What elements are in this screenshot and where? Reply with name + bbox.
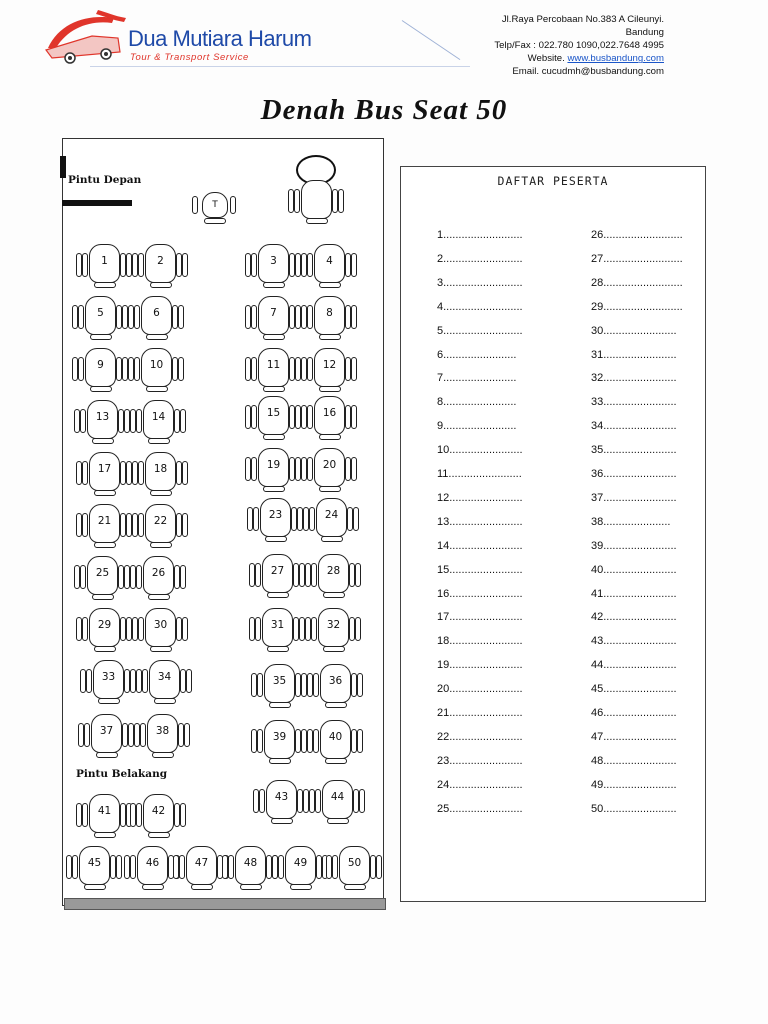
participant-entry: 13........................ bbox=[437, 515, 523, 528]
participant-entry: 35........................ bbox=[591, 444, 677, 457]
email-line: Email. cucudmh@busbandung.com bbox=[512, 66, 664, 78]
seat-47 bbox=[173, 846, 229, 890]
seat-number: 35 bbox=[272, 675, 287, 687]
seat-number: 19 bbox=[266, 459, 281, 471]
seat-29 bbox=[76, 608, 132, 652]
participant-entry: 48........................ bbox=[591, 754, 677, 767]
seat-number: 4 bbox=[326, 255, 333, 267]
seat-number: 41 bbox=[97, 805, 112, 817]
seat-number: 28 bbox=[326, 565, 341, 577]
seat-19 bbox=[245, 448, 301, 492]
seat-number: 1 bbox=[101, 255, 108, 267]
seat-20 bbox=[301, 448, 357, 492]
participant-entry: 46........................ bbox=[591, 707, 677, 719]
seat-6 bbox=[128, 296, 184, 340]
seat-number: 49 bbox=[293, 857, 308, 869]
participant-entry: 16........................ bbox=[437, 587, 523, 600]
participant-entry: 26.......................... bbox=[591, 229, 683, 241]
seat-27 bbox=[249, 554, 305, 598]
participant-entry: 27.......................... bbox=[591, 252, 683, 265]
seat-11 bbox=[245, 348, 301, 392]
participant-entry: 17........................ bbox=[437, 611, 523, 624]
address-line-2: Bandung bbox=[625, 27, 664, 39]
seat-39 bbox=[251, 720, 307, 764]
participant-entry: 42........................ bbox=[591, 611, 677, 624]
seat-number: 30 bbox=[153, 619, 168, 631]
seat-45 bbox=[66, 846, 122, 890]
seat-15 bbox=[245, 396, 301, 440]
seat-number: 7 bbox=[270, 307, 277, 319]
seat-number: 36 bbox=[328, 675, 343, 687]
seat-number: 15 bbox=[266, 407, 281, 419]
seat-18 bbox=[132, 452, 188, 496]
seat-49 bbox=[272, 846, 328, 890]
participant-entry: 30........................ bbox=[591, 324, 677, 337]
seat-43 bbox=[253, 780, 309, 824]
rear-door-label: Pintu Belakang bbox=[76, 768, 168, 780]
seat-number: 20 bbox=[322, 459, 337, 471]
seat-number: 40 bbox=[328, 731, 343, 743]
seat-number: 10 bbox=[149, 359, 164, 371]
seat-24 bbox=[303, 498, 359, 542]
seat-14 bbox=[130, 400, 186, 444]
seat-10 bbox=[128, 348, 184, 392]
seat-number: 3 bbox=[270, 255, 277, 267]
participant-entry: 44........................ bbox=[591, 659, 677, 672]
seat-9 bbox=[72, 348, 128, 392]
seat-number: 38 bbox=[155, 725, 170, 737]
seat-number: 34 bbox=[157, 671, 172, 683]
participant-entry: 10........................ bbox=[437, 444, 523, 457]
seat-31 bbox=[249, 608, 305, 652]
seat-5 bbox=[72, 296, 128, 340]
seat-number: 11 bbox=[266, 359, 281, 371]
participant-entry: 8........................ bbox=[437, 396, 517, 409]
website-link[interactable]: www.busbandung.com bbox=[567, 53, 664, 65]
seat-number: 29 bbox=[97, 619, 112, 631]
seat-number: 2 bbox=[157, 255, 164, 267]
seat-8 bbox=[301, 296, 357, 340]
seat-50 bbox=[326, 846, 382, 890]
participant-entry: 24........................ bbox=[437, 778, 523, 791]
participant-entry: 11........................ bbox=[437, 468, 522, 480]
seat-number: 12 bbox=[322, 359, 337, 371]
seat-number: 32 bbox=[326, 619, 341, 631]
participant-entry: 40........................ bbox=[591, 563, 677, 576]
participant-entry: 36........................ bbox=[591, 468, 677, 480]
seat-46 bbox=[124, 846, 180, 890]
bus-logo-icon bbox=[40, 8, 132, 72]
participant-entry: 39........................ bbox=[591, 539, 677, 552]
seat-number: 44 bbox=[330, 791, 345, 803]
seat-44 bbox=[309, 780, 365, 824]
company-logo bbox=[40, 8, 330, 72]
bus-floor-bar bbox=[64, 898, 386, 910]
seat-28 bbox=[305, 554, 361, 598]
participant-entry: 9........................ bbox=[437, 420, 517, 433]
seat-33 bbox=[80, 660, 136, 704]
participant-entry: 20........................ bbox=[437, 683, 523, 696]
seat-1 bbox=[76, 244, 132, 288]
participant-entry: 4.......................... bbox=[437, 300, 523, 313]
guide-seat bbox=[186, 186, 242, 230]
seat-16 bbox=[301, 396, 357, 440]
seat-22 bbox=[132, 504, 188, 548]
company-name: Dua Mutiara Harum bbox=[128, 26, 312, 51]
driver-seat bbox=[288, 180, 344, 224]
participant-entry: 50........................ bbox=[591, 802, 677, 815]
guide-seat-label: T bbox=[212, 200, 218, 210]
seat-number: 37 bbox=[99, 725, 114, 737]
participant-entry: 12........................ bbox=[437, 491, 523, 504]
participant-list-title: DAFTAR PESERTA bbox=[497, 174, 609, 188]
seat-38 bbox=[134, 714, 190, 758]
participant-entry: 14........................ bbox=[437, 539, 523, 552]
participant-entry: 47........................ bbox=[591, 730, 677, 743]
seat-32 bbox=[305, 608, 361, 652]
seat-number: 39 bbox=[272, 731, 287, 743]
seat-35 bbox=[251, 664, 307, 708]
seat-number: 14 bbox=[151, 411, 166, 423]
seat-13 bbox=[74, 400, 130, 444]
participant-entry: 2.......................... bbox=[437, 252, 523, 265]
participant-entry: 5.......................... bbox=[437, 324, 523, 337]
seat-36 bbox=[307, 664, 363, 708]
seat-number: 13 bbox=[95, 411, 110, 423]
participant-entry: 7........................ bbox=[437, 372, 517, 385]
seat-4 bbox=[301, 244, 357, 288]
participant-entry: 21........................ bbox=[437, 707, 523, 719]
seat-number: 17 bbox=[97, 463, 112, 475]
seat-3 bbox=[245, 244, 301, 288]
seat-number: 47 bbox=[194, 857, 209, 869]
seat-number: 25 bbox=[95, 567, 110, 579]
front-door-bar bbox=[62, 200, 132, 206]
seat-number: 31 bbox=[270, 619, 285, 631]
phone-line: Telp/Fax : 022.780 1090,022.7648 4995 bbox=[494, 40, 664, 52]
participant-entry: 22........................ bbox=[437, 730, 523, 743]
participant-entry: 28.......................... bbox=[591, 276, 683, 289]
seat-42 bbox=[130, 794, 186, 838]
seat-40 bbox=[307, 720, 363, 764]
participant-entry: 15........................ bbox=[437, 563, 523, 576]
participant-entry: 29.......................... bbox=[591, 300, 683, 313]
participant-entry: 38...................... bbox=[591, 515, 671, 528]
participant-entry: 32........................ bbox=[591, 372, 677, 385]
seat-37 bbox=[78, 714, 134, 758]
seat-number: 45 bbox=[87, 857, 102, 869]
seat-number: 46 bbox=[145, 857, 160, 869]
seat-number: 21 bbox=[97, 515, 112, 527]
contact-block bbox=[494, 13, 664, 78]
seat-48 bbox=[222, 846, 278, 890]
seat-7 bbox=[245, 296, 301, 340]
front-door-label: Pintu Depan bbox=[68, 174, 142, 186]
participant-entry: 6........................ bbox=[437, 348, 517, 361]
participant-entry: 33........................ bbox=[591, 396, 677, 409]
front-door-marker bbox=[60, 156, 66, 178]
address-line-1: Jl.Raya Percobaan No.383 A Cileunyi. bbox=[501, 14, 664, 25]
seat-number: 24 bbox=[324, 509, 339, 521]
participant-entry: 1.......................... bbox=[437, 229, 523, 241]
seat-21 bbox=[76, 504, 132, 548]
participant-entry: 49........................ bbox=[591, 778, 677, 791]
website-line bbox=[494, 52, 664, 65]
seat-number: 33 bbox=[101, 671, 116, 683]
seat-number: 16 bbox=[322, 407, 337, 419]
seat-23 bbox=[247, 498, 303, 542]
page-title: Denah Bus Seat 50 bbox=[260, 94, 508, 126]
seat-number: 48 bbox=[243, 857, 258, 869]
seat-number: 18 bbox=[153, 463, 168, 475]
participant-entry: 19........................ bbox=[437, 659, 523, 672]
seat-12 bbox=[301, 348, 357, 392]
seat-25 bbox=[74, 556, 130, 600]
header-accent-line bbox=[402, 20, 461, 60]
participant-entry: 41........................ bbox=[591, 587, 677, 600]
seat-number: 22 bbox=[153, 515, 168, 527]
seat-2 bbox=[132, 244, 188, 288]
seat-number: 9 bbox=[97, 359, 104, 371]
seat-number: 8 bbox=[326, 307, 333, 319]
seat-number: 27 bbox=[270, 565, 285, 577]
participant-entry: 25........................ bbox=[437, 802, 523, 815]
website-label: Website. bbox=[527, 53, 565, 65]
participant-entry: 18........................ bbox=[437, 635, 523, 648]
participant-entry: 37........................ bbox=[591, 491, 677, 504]
seat-number: 50 bbox=[347, 857, 362, 869]
seat-number: 43 bbox=[274, 791, 289, 803]
participant-entry: 45........................ bbox=[591, 683, 677, 696]
seat-number: 5 bbox=[97, 307, 104, 319]
participant-entry: 23........................ bbox=[437, 754, 523, 767]
seat-number: 23 bbox=[268, 509, 283, 521]
seat-34 bbox=[136, 660, 192, 704]
seat-26 bbox=[130, 556, 186, 600]
seat-number: 26 bbox=[151, 567, 166, 579]
participant-entry: 34........................ bbox=[591, 420, 677, 433]
seat-30 bbox=[132, 608, 188, 652]
seat-17 bbox=[76, 452, 132, 496]
seat-41 bbox=[76, 794, 132, 838]
company-tagline: Tour & Transport Service bbox=[130, 52, 249, 63]
participant-entry: 43........................ bbox=[591, 635, 677, 648]
seat-number: 6 bbox=[153, 307, 160, 319]
participant-entry: 31........................ bbox=[591, 348, 677, 361]
participant-entry: 3.......................... bbox=[437, 276, 523, 289]
header-divider bbox=[90, 66, 470, 67]
seat-number: 42 bbox=[151, 805, 166, 817]
